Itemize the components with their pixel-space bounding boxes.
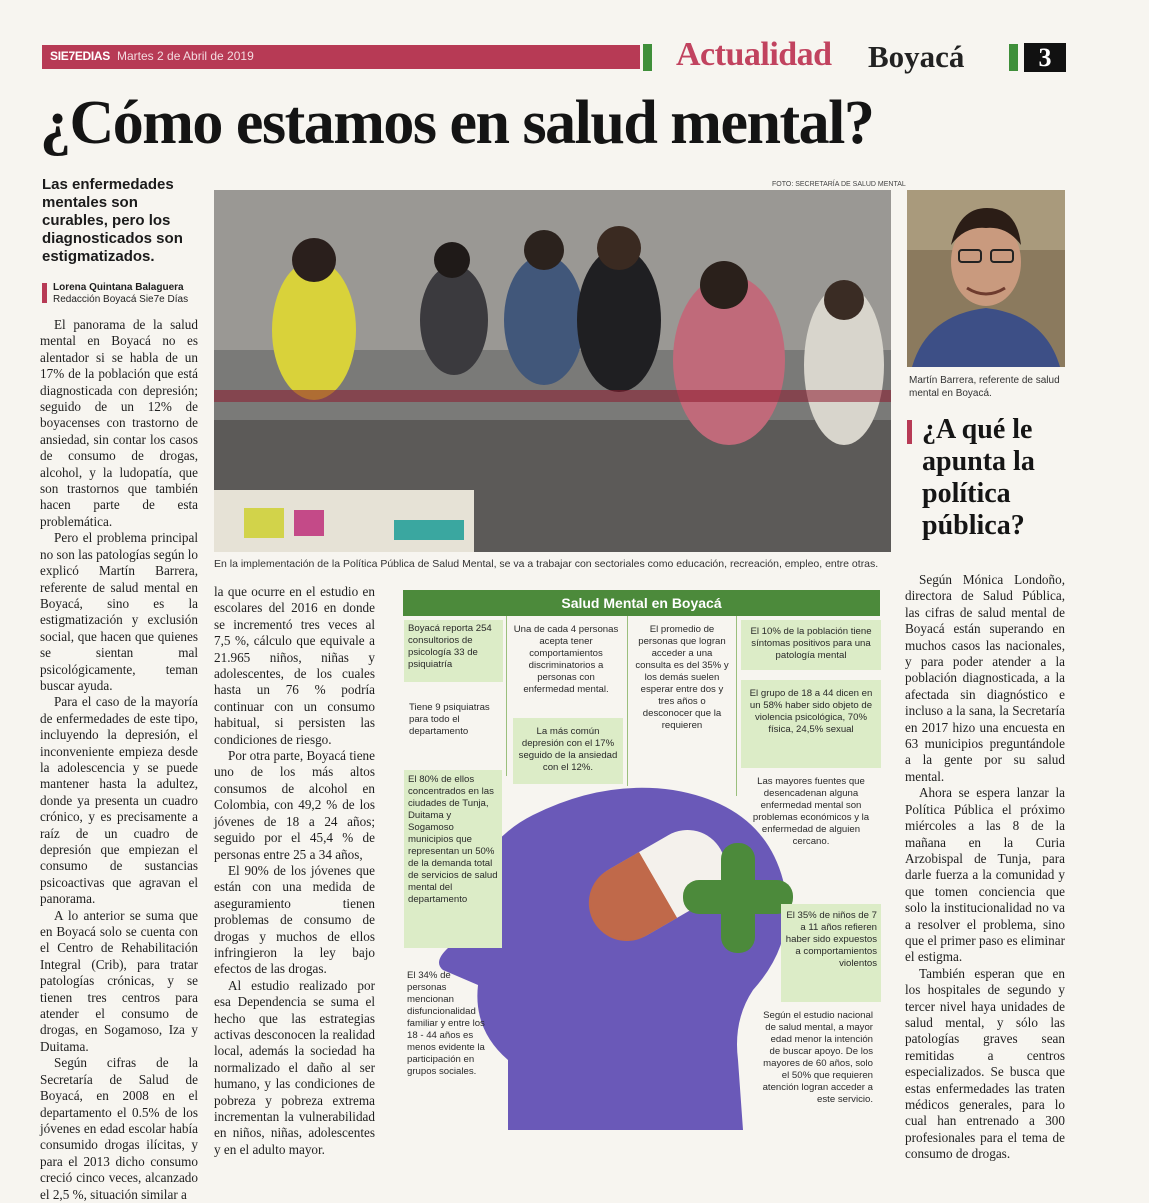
infographic-fact: El 35% de niños de 7 a 11 años refieren haber sido expuestos a comportamientos violentos bbox=[781, 904, 881, 1002]
meeting-photo bbox=[214, 190, 891, 552]
paragraph: Según cifras de la Secretaría de Salud de Boyacá, en 2008 en el departamento el 0.5% de los jóvenes en edad escolar había consumido drogas ilícitas, y para el 2013 dicho consumo creció cinco veces, alcanzado el 2,5 %, situación similar a bbox=[40, 1055, 198, 1202]
infographic-fact: Boyacá reporta 254 consultorios de psicología 33 de psiquiatría bbox=[404, 620, 503, 682]
paragraph: A lo anterior se suma que en Boyacá solo se cuenta con el Centro de Rehabilitación Integral (Crib), para tratar patologías crónicas, y se tienen tres centros para atender el consumo de drogas, en Sogamoso, Iza y Duitama. bbox=[40, 907, 198, 1054]
article-column-2 bbox=[214, 584, 375, 1158]
paragraph: Según Mónica Londoño, directora de Salud Pública, las cifras de salud mental de Boyacá están superando en muchos casos las nacionales, y para poder atender a la población diagnosticada, a la afectada sin diagnóstico e incluso a la sana, la Secretaría en 2017 hizo una encuesta en 63 municipios preguntándole a la gente por su salud mental. bbox=[905, 572, 1065, 784]
infographic-title: Salud Mental en Boyacá bbox=[403, 590, 880, 616]
section-marker bbox=[643, 44, 652, 71]
infographic-fact: Tiene 9 psiquiatras para todo el departamento bbox=[409, 702, 490, 737]
paragraph: El 90% de los jóvenes que están con una medida de aseguramiento tienen problemas de consumo de drogas y muchos de ellos infringieron la ley bajo efectos de las drogas. bbox=[214, 862, 375, 977]
headline: ¿Cómo estamos en salud mental? bbox=[40, 89, 874, 157]
infographic-fact: La más común depresión con el 17% seguido de la ansiedad con el 12%. bbox=[513, 718, 623, 784]
byline-marker bbox=[42, 283, 47, 303]
portrait-caption: Martín Barrera, referente de salud mental en Boyacá. bbox=[909, 375, 1060, 399]
newspaper-brand: SIE7EDIAS bbox=[50, 49, 110, 63]
article-column-3 bbox=[905, 572, 1065, 1163]
portrait-photo bbox=[907, 190, 1065, 367]
infographic-fact: El grupo de 18 a 44 dicen en un 58% haber sido objeto de violencia psicológica, 70% física, 24,5% sexual bbox=[741, 680, 881, 768]
infographic bbox=[403, 590, 900, 1130]
section-region: Boyacá bbox=[868, 39, 965, 74]
page-marker bbox=[1009, 44, 1018, 71]
photo-credit: FOTO: SECRETARÍA DE SALUD MENTAL bbox=[772, 181, 906, 188]
deck: Las enfermedades mentales son curables, pero los diagnosticados son estigmatizados. bbox=[42, 176, 183, 265]
paragraph: El panorama de la salud mental en Boyacá no es alentador si se habla de un 17% de la población que está diagnosticada con depresión; seguido de un 12% de boyacenses con trastorno de ansiedad, sin contar los casos de consumo de drogas, alcohol, y la ludopatía, que son trastornos que también hacen parte de esta problemática. bbox=[40, 317, 198, 529]
infographic-fact: El 10% de la población tiene síntomas positivos para una patología mental bbox=[741, 620, 881, 670]
section-name: Actualidad bbox=[676, 36, 832, 73]
divider bbox=[627, 616, 628, 786]
byline-org: Redacción Boyacá Sie7e Días bbox=[53, 294, 189, 305]
infographic-fact: Las mayores fuentes que desencadenan alguna enfermedad mental son problemas económicos y la enfermedad de alguien cercano. bbox=[752, 776, 870, 847]
paragraph: También esperan que en los hospitales de segundo y tercer nivel haya unidades de salud mental, y sólo las patologías graves sean remitidas a centros especializados. Se busca que estas enfermedades las traten médicos generales, para lo cual han entrenado a 300 profesionales para el tema de consumo de drogas. bbox=[905, 965, 1065, 1162]
page-number: 3 bbox=[1024, 43, 1066, 72]
paragraph: Ahora se espera lanzar la Política Pública el próximo miércoles a las 8 de la mañana en la Curia Arzobispal de Tunja, para darle fuerza a la comunidad y que tomen conciencia que solo la institucionalidad no va a resolver el problema, sino que el primer paso es eliminar el estigma. bbox=[905, 785, 1065, 965]
issue-date: Martes 2 de Abril de 2019 bbox=[117, 49, 254, 63]
infographic-fact: Según el estudio nacional de salud mental, a mayor edad menor la intención de buscar apoyo. De los mayores de 60 años, solo el 50% que requieren atención logran acceder a este servicio. bbox=[762, 1010, 873, 1105]
divider bbox=[736, 616, 737, 796]
infographic-fact: El 80% de ellos concentrados en las ciudades de Tunja, Duitama y Sogamoso municipios que representan un 50% de la demanda total de servicios de salud mental del departamento bbox=[404, 770, 502, 948]
subhead: ¿A qué le apunta la política pública? bbox=[922, 414, 1035, 541]
paragraph: Al estudio realizado por esa Dependencia se suma el hecho que las estrategias activas desconocen la realidad local, además la sociedad ha normalizado el daño al ser humano, y las condiciones de pobreza y pobreza extrema incrementan la vulnerabilidad en niños, niñas, adolescentes y en el adulto mayor. bbox=[214, 977, 375, 1157]
article-column-1 bbox=[40, 317, 198, 1203]
paragraph: la que ocurre en el estudio en escolares del 2016 en donde se incrementó tres veces al 7,5 %, cálculo que equivale a 21.965 niños, niñas y adolescentes, de los cuales hasta un 76 % podría continuar con un consumo habitual, si persisten las condiciones de riesgo. bbox=[214, 584, 375, 747]
paragraph: Para el caso de la mayoría de enfermedades de este tipo, incluyendo la depresión, el inconveniente empieza desde la adolescencia y se puede mantener hasta la adultez, donde ya presenta un cuadro crónico, y es precisamente a raíz de un cuadro de depresión que empiezan el consumo de sustancias psicoactivas que agravan el panorama. bbox=[40, 694, 198, 907]
infographic-fact: El promedio de personas que logran acceder a una consulta es del 35% y los demás suelen esperar entre dos y tres años o desconocer que la requieren bbox=[635, 624, 729, 731]
infographic-fact: El 34% de personas mencionan disfuncionalidad familiar y entre los 18 - 44 años es menos evidente la participación en grupos sociales. bbox=[407, 970, 485, 1077]
photo-caption: En la implementación de la Política Pública de Salud Mental, se va a trabajar con sectoriales como educación, recreación, empleo, entre otras. bbox=[214, 558, 879, 570]
infographic-fact: Una de cada 4 personas acepta tener comportamientos discriminatorios a personas con enfermedad mental. bbox=[513, 624, 619, 695]
divider bbox=[506, 616, 507, 776]
paragraph: Por otra parte, Boyacá tiene uno de los más altos consumos de alcohol en Colombia, con 49,2 % de los jóvenes de 18 a 24 años; seguido por el 45,4 % de personas entre 25 a 34 años, bbox=[214, 748, 375, 862]
subhead-marker bbox=[907, 420, 912, 444]
byline-name: Lorena Quintana Balaguera bbox=[53, 282, 184, 293]
paragraph: Pero el problema principal no son las patologías según lo explicó Martín Barrera, referente de salud mental en Boyacá, sino es la estigmatización y exclusión social, que hacen que quienes se sientan mal psicológicamente, teman buscar ayuda. bbox=[40, 530, 198, 693]
